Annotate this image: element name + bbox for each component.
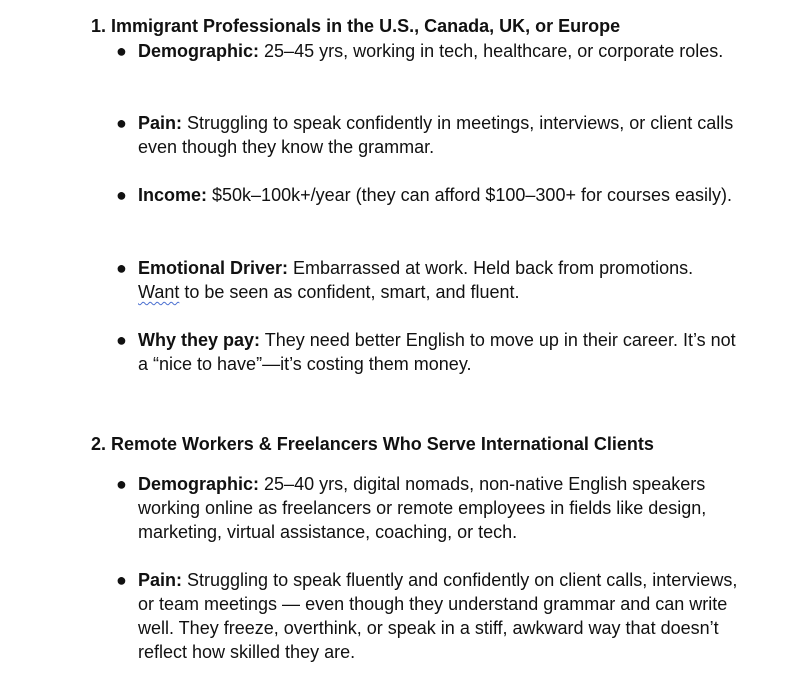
spellcheck-word[interactable]: Want [138,282,180,302]
item-text: 25–45 yrs, working in tech, healthcare, or corporate roles. [259,41,724,61]
list-item-pain [116,568,738,664]
list-item-pain [116,111,738,159]
item-text: Struggling to speak confidently in meetings, interviews, or client calls even though they know the grammar. [138,113,734,157]
list-item-why-they-pay [116,328,738,376]
item-label: Demographic: [138,474,260,494]
list-item-income [116,183,738,207]
list-item-emotional-driver [116,256,738,304]
item-label: Pain: [138,570,183,590]
item-label: Why they pay: [138,330,261,350]
bullet-icon: ● [116,474,127,494]
item-label: Pain: [138,113,183,133]
item-label: Income: [138,185,208,205]
bullet-icon: ● [116,185,127,205]
item-text: $50k–100k+/year (they can afford $100–300+ for courses easily). [207,185,733,205]
bullet-icon: ● [116,113,127,133]
section-title: 2. Remote Workers & Freelancers Who Serve International Clients [91,434,654,454]
bullet-icon: ● [116,330,127,350]
item-text: Embarrassed at work. Held back from promotions. [288,258,694,278]
item-text-continued: to be seen as confident, smart, and fluent. [179,282,520,302]
bullet-icon: ● [116,41,127,61]
item-text: 25–40 yrs, digital nomads, non-native English speakers working online as freelancers or remote employees in fields like design, marketing, virtual assistance, coaching, or tech. [138,474,707,542]
list-item-demographic [116,39,738,63]
section-title: 1. Immigrant Professionals in the U.S., Canada, UK, or Europe [91,16,621,36]
list-item-demographic [116,472,738,544]
item-label: Demographic: [138,41,260,61]
item-label: Emotional Driver: [138,258,289,278]
bullet-icon: ● [116,570,127,590]
item-text: Struggling to speak fluently and confidently on client calls, interviews, or team meetings — even though they understand grammar and can write well. They freeze, overthink, or speak in a stiff, awkward way that doesn’t reflect how skilled they are. [138,570,738,662]
bullet-icon: ● [116,258,127,278]
item-text: They need better English to move up in their career. It’s not a “nice to have”—it’s costing them money. [138,330,736,374]
